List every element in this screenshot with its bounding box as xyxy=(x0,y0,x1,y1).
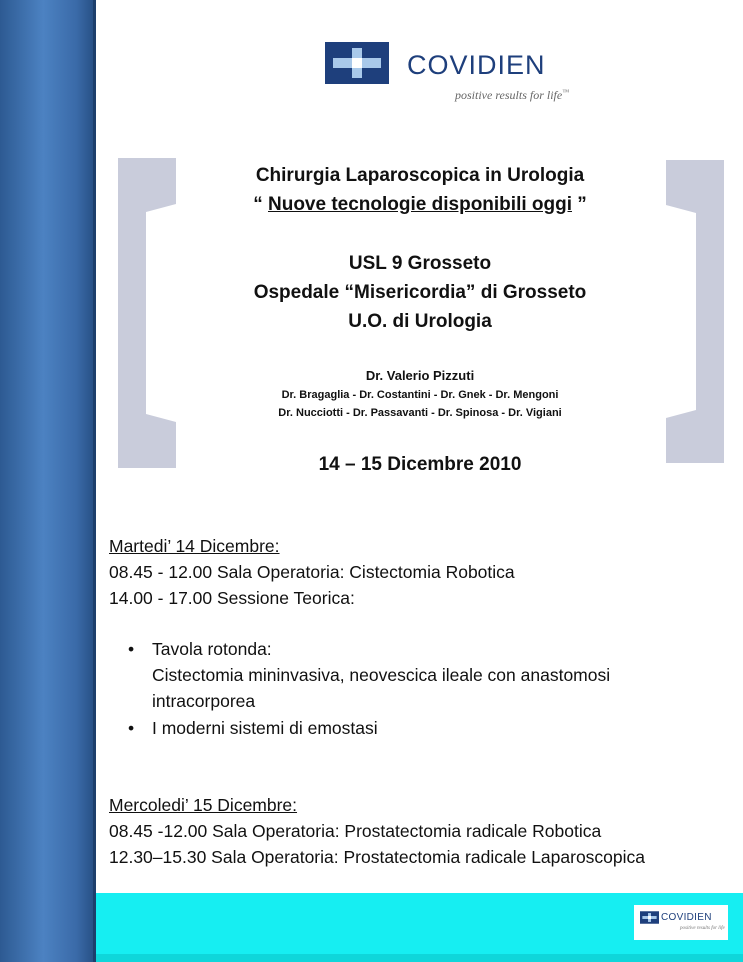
cross-logo-icon xyxy=(640,911,659,924)
org-line-1: USL 9 Grosseto xyxy=(348,253,492,274)
bullet-1-line-1: Tavola rotonda: xyxy=(152,639,272,659)
event-subtitle: “ Nuove tecnologie disponibili oggi ” xyxy=(253,194,587,215)
lead-doctor: Dr. Valerio Pizzuti xyxy=(365,368,475,383)
brand-name: COVIDIEN xyxy=(407,50,546,80)
event-title: Chirurgia Laparoscopica in Urologia xyxy=(255,165,585,186)
day1-heading: Martedi’ 14 Dicembre: xyxy=(109,536,280,556)
left-decorative-band xyxy=(0,0,96,962)
bullet-1-line-2: Cistectomia mininvasiva, neovescica ileale con anastomosi xyxy=(152,665,611,685)
bullet-icon: • xyxy=(128,718,135,738)
footer-logo xyxy=(634,905,728,940)
covidien-logo xyxy=(325,42,595,112)
doctors-line-2: Dr. Nucciotti - Dr. Passavanti - Dr. Spinosa - Dr. Vigiani xyxy=(278,407,562,419)
day1-row-2: 14.00 - 17.00 Sessione Teorica: xyxy=(109,588,355,608)
brand-tagline: positive results for life™ xyxy=(455,88,570,102)
day2-heading: Mercoledi’ 15 Dicembre: xyxy=(109,795,298,815)
cross-logo-icon xyxy=(325,42,389,84)
bullet-2-line-1: I moderni sistemi di emostasi xyxy=(152,718,378,738)
event-date: 14 – 15 Dicembre 2010 xyxy=(318,454,522,475)
org-line-3: U.O. di Urologia xyxy=(348,311,492,332)
day2-row-2: 12.30–15.30 Sala Operatoria: Prostatectomia radicale Laparoscopica xyxy=(109,847,646,867)
bullet-1-line-3: intracorporea xyxy=(152,691,256,711)
doctors-line-1: Dr. Bragaglia - Dr. Costantini - Dr. Gnek - Dr. Mengoni xyxy=(281,389,559,401)
footer-brand-name: COVIDIEN xyxy=(661,912,712,923)
day2-row-1: 08.45 -12.00 Sala Operatoria: Prostatectomia radicale Robotica xyxy=(109,821,602,841)
day1-row-1: 08.45 - 12.00 Sala Operatoria: Cistectomia Robotica xyxy=(109,562,515,582)
org-line-2: Ospedale “Misericordia” di Grosseto xyxy=(253,282,587,303)
bullet-icon: • xyxy=(128,639,135,659)
footer-brand-tagline: positive results for life xyxy=(680,926,725,931)
